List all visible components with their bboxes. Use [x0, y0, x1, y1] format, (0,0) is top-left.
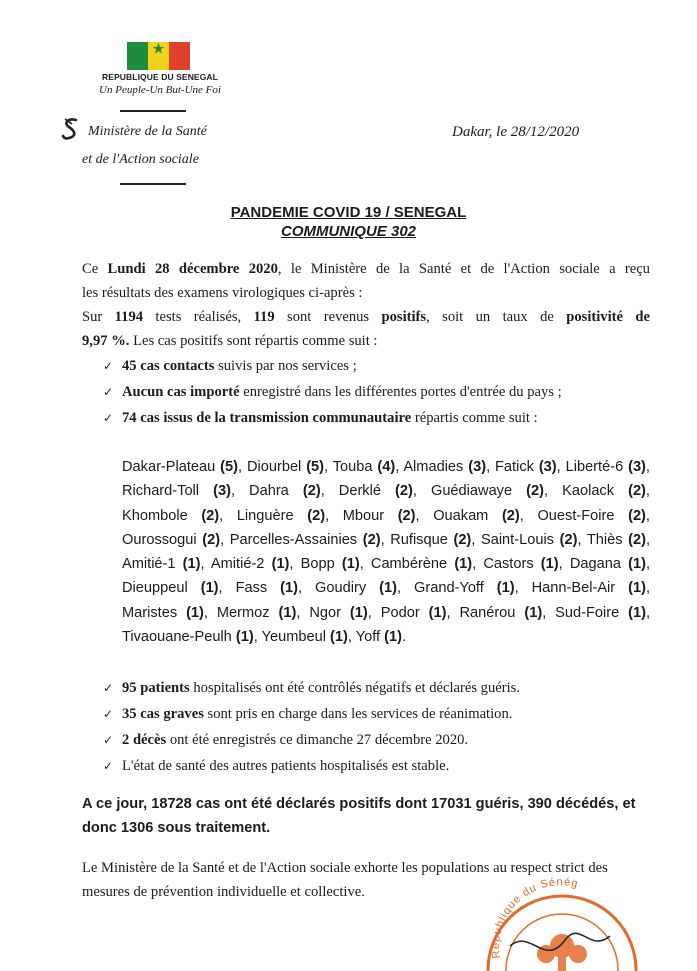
location-name: Dagana — [569, 556, 621, 573]
list-item: ✓ 95 patients hospitalisés ont été contrôlés négatifs et déclarés guéris. — [82, 675, 682, 701]
location-name: Thiès — [586, 531, 623, 548]
location-count: (2) — [302, 483, 321, 500]
intro-line-4: 9,97 %. Les cas positifs sont répartis comme suit : — [82, 333, 378, 349]
location-name: Yoff — [355, 629, 381, 646]
location-count: (3) — [213, 483, 231, 500]
locations-list — [122, 455, 650, 649]
location-count: (1) — [628, 556, 646, 573]
check-icon: ✓ — [103, 759, 114, 773]
location-name: Guédiawaye — [430, 483, 513, 500]
list-item: ✓ 2 décès ont été enregistrés ce dimanche 27 décembre 2020. — [82, 727, 682, 753]
location-count: (1) — [349, 604, 368, 621]
location-name: Amitié-2 — [210, 556, 265, 573]
location-name: Grand-Yoff — [414, 580, 484, 597]
serpent-icon — [60, 116, 82, 142]
check-icon: ✓ — [103, 733, 114, 747]
location-name: Liberté-6 — [565, 459, 624, 475]
list-item: ✓ 35 cas graves sont pris en charge dans les services de réanimation. — [82, 701, 682, 727]
location-entry: Yeumbeul (1), — [261, 629, 352, 646]
location-name: Dieuppeul — [122, 580, 188, 597]
list-item: ✓ 45 cas contacts suivis par nos services ; — [82, 353, 682, 379]
location-name: Amitié-1 — [122, 556, 176, 573]
location-name: Bopp — [300, 556, 335, 573]
location-count: (3) — [468, 459, 487, 475]
location-entry: Linguère (2), — [236, 507, 330, 524]
location-entry: Parcelles-Assainies (2), — [229, 531, 385, 548]
location-count: (2) — [559, 531, 578, 548]
intro-paragraph — [82, 257, 650, 353]
location-count: (1) — [278, 604, 297, 621]
location-name: Ourossogui — [122, 531, 197, 548]
location-count: (1) — [186, 604, 204, 621]
location-entry: Mermoz (1), — [216, 604, 301, 621]
cumulative-summary: A ce jour, 18728 cas ont été déclarés positifs dont 17031 guéris, 390 décédés, et donc 1306 sous traitement. — [82, 796, 636, 836]
location-count: (2) — [501, 507, 520, 524]
location-name: Goudiry — [315, 580, 367, 597]
location-count: (5) — [306, 459, 325, 475]
location-entry: Guédiawaye (2), — [430, 483, 549, 500]
location-count: (1) — [200, 580, 219, 597]
location-count: (1) — [454, 556, 473, 573]
location-name: Ranérou — [459, 604, 516, 621]
location-entry: Dahra (2), — [249, 483, 325, 500]
header-divider-top — [120, 110, 186, 112]
location-name: Derklé — [338, 483, 381, 500]
location-name: Fass — [235, 580, 268, 597]
location-entry: Fass (1), — [235, 580, 303, 597]
location-name: Khombole — [122, 507, 188, 524]
location-count: (2) — [201, 507, 220, 524]
location-name: Parcelles-Assainies — [229, 531, 358, 548]
location-count: (5) — [220, 459, 239, 475]
location-entry: Rufisque (2), — [390, 531, 476, 548]
location-name: Sud-Foire — [555, 604, 620, 621]
location-entry: Maristes (1), — [122, 604, 208, 621]
location-count: (2) — [307, 507, 326, 524]
official-stamp — [470, 858, 650, 971]
location-count: (4) — [377, 459, 396, 475]
communique-number: COMMUNIQUE 302 — [280, 223, 417, 240]
location-entry: Ranérou (1), — [459, 604, 547, 621]
location-entry: Touba (4), — [332, 459, 400, 475]
location-entry: Ngor (1), — [309, 604, 372, 621]
location-entry: Thiès (2), — [586, 531, 651, 548]
ministry-name-line1: Ministère de la Santé — [88, 124, 207, 139]
list-item: ✓ Aucun cas importé enregistré dans les différentes portes d'entrée du pays ; — [82, 379, 682, 405]
senegal-flag — [127, 39, 190, 70]
location-name: Hann-Bel-Air — [531, 580, 616, 597]
location-count: (2) — [628, 483, 646, 500]
location-name: Almadies — [403, 459, 464, 475]
location-entry: Dakar-Plateau (5), — [122, 459, 243, 475]
location-entry: Fatick (3), — [495, 459, 561, 475]
location-count: (1) — [628, 604, 647, 621]
location-entry: Mbour (2), — [342, 507, 420, 524]
location-entry: Bopp (1), — [300, 556, 364, 573]
location-count: (1) — [271, 556, 290, 573]
location-entry: Podor (1), — [380, 604, 451, 621]
location-entry: Richard-Toll (3), — [122, 483, 235, 500]
location-name: Mbour — [342, 507, 385, 524]
location-count: (3) — [538, 459, 557, 475]
location-entry: Sud-Foire (1), — [555, 604, 651, 621]
national-motto: Un Peuple-Un But-Une Foi — [99, 84, 221, 96]
intro-line-2: les résultats des examens virologiques ci-après : — [82, 285, 363, 301]
location-count: (2) — [628, 531, 646, 548]
location-name: Rufisque — [390, 531, 448, 548]
location-entry: Castors (1), — [483, 556, 563, 573]
location-count: (2) — [526, 483, 544, 500]
location-name: Ouest-Foire — [537, 507, 615, 524]
location-entry: Dieuppeul (1), — [122, 580, 223, 597]
intro-line-1: Ce Lundi 28 décembre 2020, le Ministère de la Santé et de l'Action sociale a reçu — [82, 261, 650, 277]
location-name: Dahra — [249, 483, 289, 500]
location-count: (1) — [428, 604, 447, 621]
check-icon: ✓ — [103, 385, 114, 399]
location-count: (1) — [384, 629, 402, 646]
location-name: Fatick — [495, 459, 534, 475]
location-count: (1) — [496, 580, 515, 597]
location-name: Yeumbeul — [261, 629, 326, 646]
location-entry: Saint-Louis (2), — [480, 531, 582, 548]
star-icon: ★ — [151, 39, 166, 58]
dateline: Dakar, le 28/12/2020 — [452, 124, 580, 140]
location-entry: Amitié-1 (1), — [122, 556, 205, 573]
location-count: (1) — [330, 629, 348, 646]
list-item: ✓ L'état de santé des autres patients hospitalisés est stable. — [82, 753, 682, 779]
location-count: (2) — [628, 507, 646, 524]
location-entry: Kaolack (2), — [562, 483, 650, 500]
stamp-text: République du Sénég — [489, 876, 580, 960]
location-name: Dakar-Plateau — [122, 459, 216, 475]
location-entry: Cambérène (1), — [370, 556, 477, 573]
location-entry: Liberté-6 (3), — [565, 459, 650, 475]
location-name: Touba — [332, 459, 373, 475]
location-count: (1) — [341, 556, 360, 573]
page-title: PANDEMIE COVID 19 / SENEGAL — [230, 204, 467, 221]
location-count: (2) — [202, 531, 221, 548]
location-entry: Hann-Bel-Air (1), — [531, 580, 651, 597]
location-count: (2) — [397, 507, 416, 524]
location-entry: Amitié-2 (1), — [210, 556, 294, 573]
location-name: Maristes — [122, 604, 178, 621]
location-name: Richard-Toll — [122, 483, 200, 500]
location-count: (1) — [524, 604, 543, 621]
location-name: Saint-Louis — [480, 531, 554, 548]
location-name: Linguère — [236, 507, 294, 524]
closing-statement: Le Ministère de la Santé et de l'Action sociale exhorte les populations au respect strict des mesures de prévention individuelle et collective. — [82, 860, 608, 900]
header-divider-bottom — [120, 183, 186, 185]
location-entry: Ouakam (2), — [433, 507, 524, 524]
location-name: Diourbel — [246, 459, 302, 475]
location-count: (2) — [395, 483, 413, 500]
location-name: Castors — [483, 556, 534, 573]
location-count: (2) — [453, 531, 472, 548]
check-icon: ✓ — [103, 681, 114, 695]
location-name: Kaolack — [562, 483, 615, 500]
check-icon: ✓ — [103, 707, 114, 721]
location-entry: Almadies (3), — [403, 459, 491, 475]
location-name: Mermoz — [216, 604, 270, 621]
location-name: Ouakam — [433, 507, 489, 524]
location-entry: Ourossogui (2), — [122, 531, 225, 548]
location-name: Tivaouane-Peulh — [122, 629, 232, 646]
location-entry: Ouest-Foire (2), — [537, 507, 650, 524]
check-icon: ✓ — [103, 411, 114, 425]
location-name: Ngor — [309, 604, 341, 621]
ministry-name-line2: et de l'Action sociale — [82, 152, 199, 167]
intro-line-3: Sur 1194 tests réalisés, 119 sont revenus positifs, soit un taux de positivité de — [82, 309, 650, 325]
location-entry: Diourbel (5), — [246, 459, 329, 475]
location-entry: Yoff (1). — [355, 629, 407, 646]
location-count: (3) — [628, 459, 646, 475]
case-breakdown-list — [82, 353, 682, 431]
republic-name: REPUBLIQUE DU SENEGAL — [102, 72, 218, 82]
location-count: (1) — [540, 556, 559, 573]
location-entry: Dagana (1), — [569, 556, 650, 573]
location-name: Podor — [380, 604, 420, 621]
list-item: ✓ 74 cas issus de la transmission communautaire répartis comme suit : — [82, 405, 682, 431]
location-entry: Grand-Yoff (1), — [414, 580, 519, 597]
location-entry: Derklé (2), — [338, 483, 417, 500]
location-count: (2) — [362, 531, 381, 548]
location-count: (1) — [182, 556, 201, 573]
location-entry: Goudiry (1), — [315, 580, 402, 597]
location-entry: Khombole (2), — [122, 507, 224, 524]
location-entry: Tivaouane-Peulh (1), — [122, 629, 258, 646]
location-count: (1) — [628, 580, 646, 597]
location-name: Cambérène — [370, 556, 448, 573]
patient-status-list — [82, 675, 682, 779]
location-count: (1) — [280, 580, 299, 597]
location-count: (1) — [379, 580, 397, 597]
location-count: (1) — [235, 629, 254, 646]
check-icon: ✓ — [103, 359, 114, 373]
